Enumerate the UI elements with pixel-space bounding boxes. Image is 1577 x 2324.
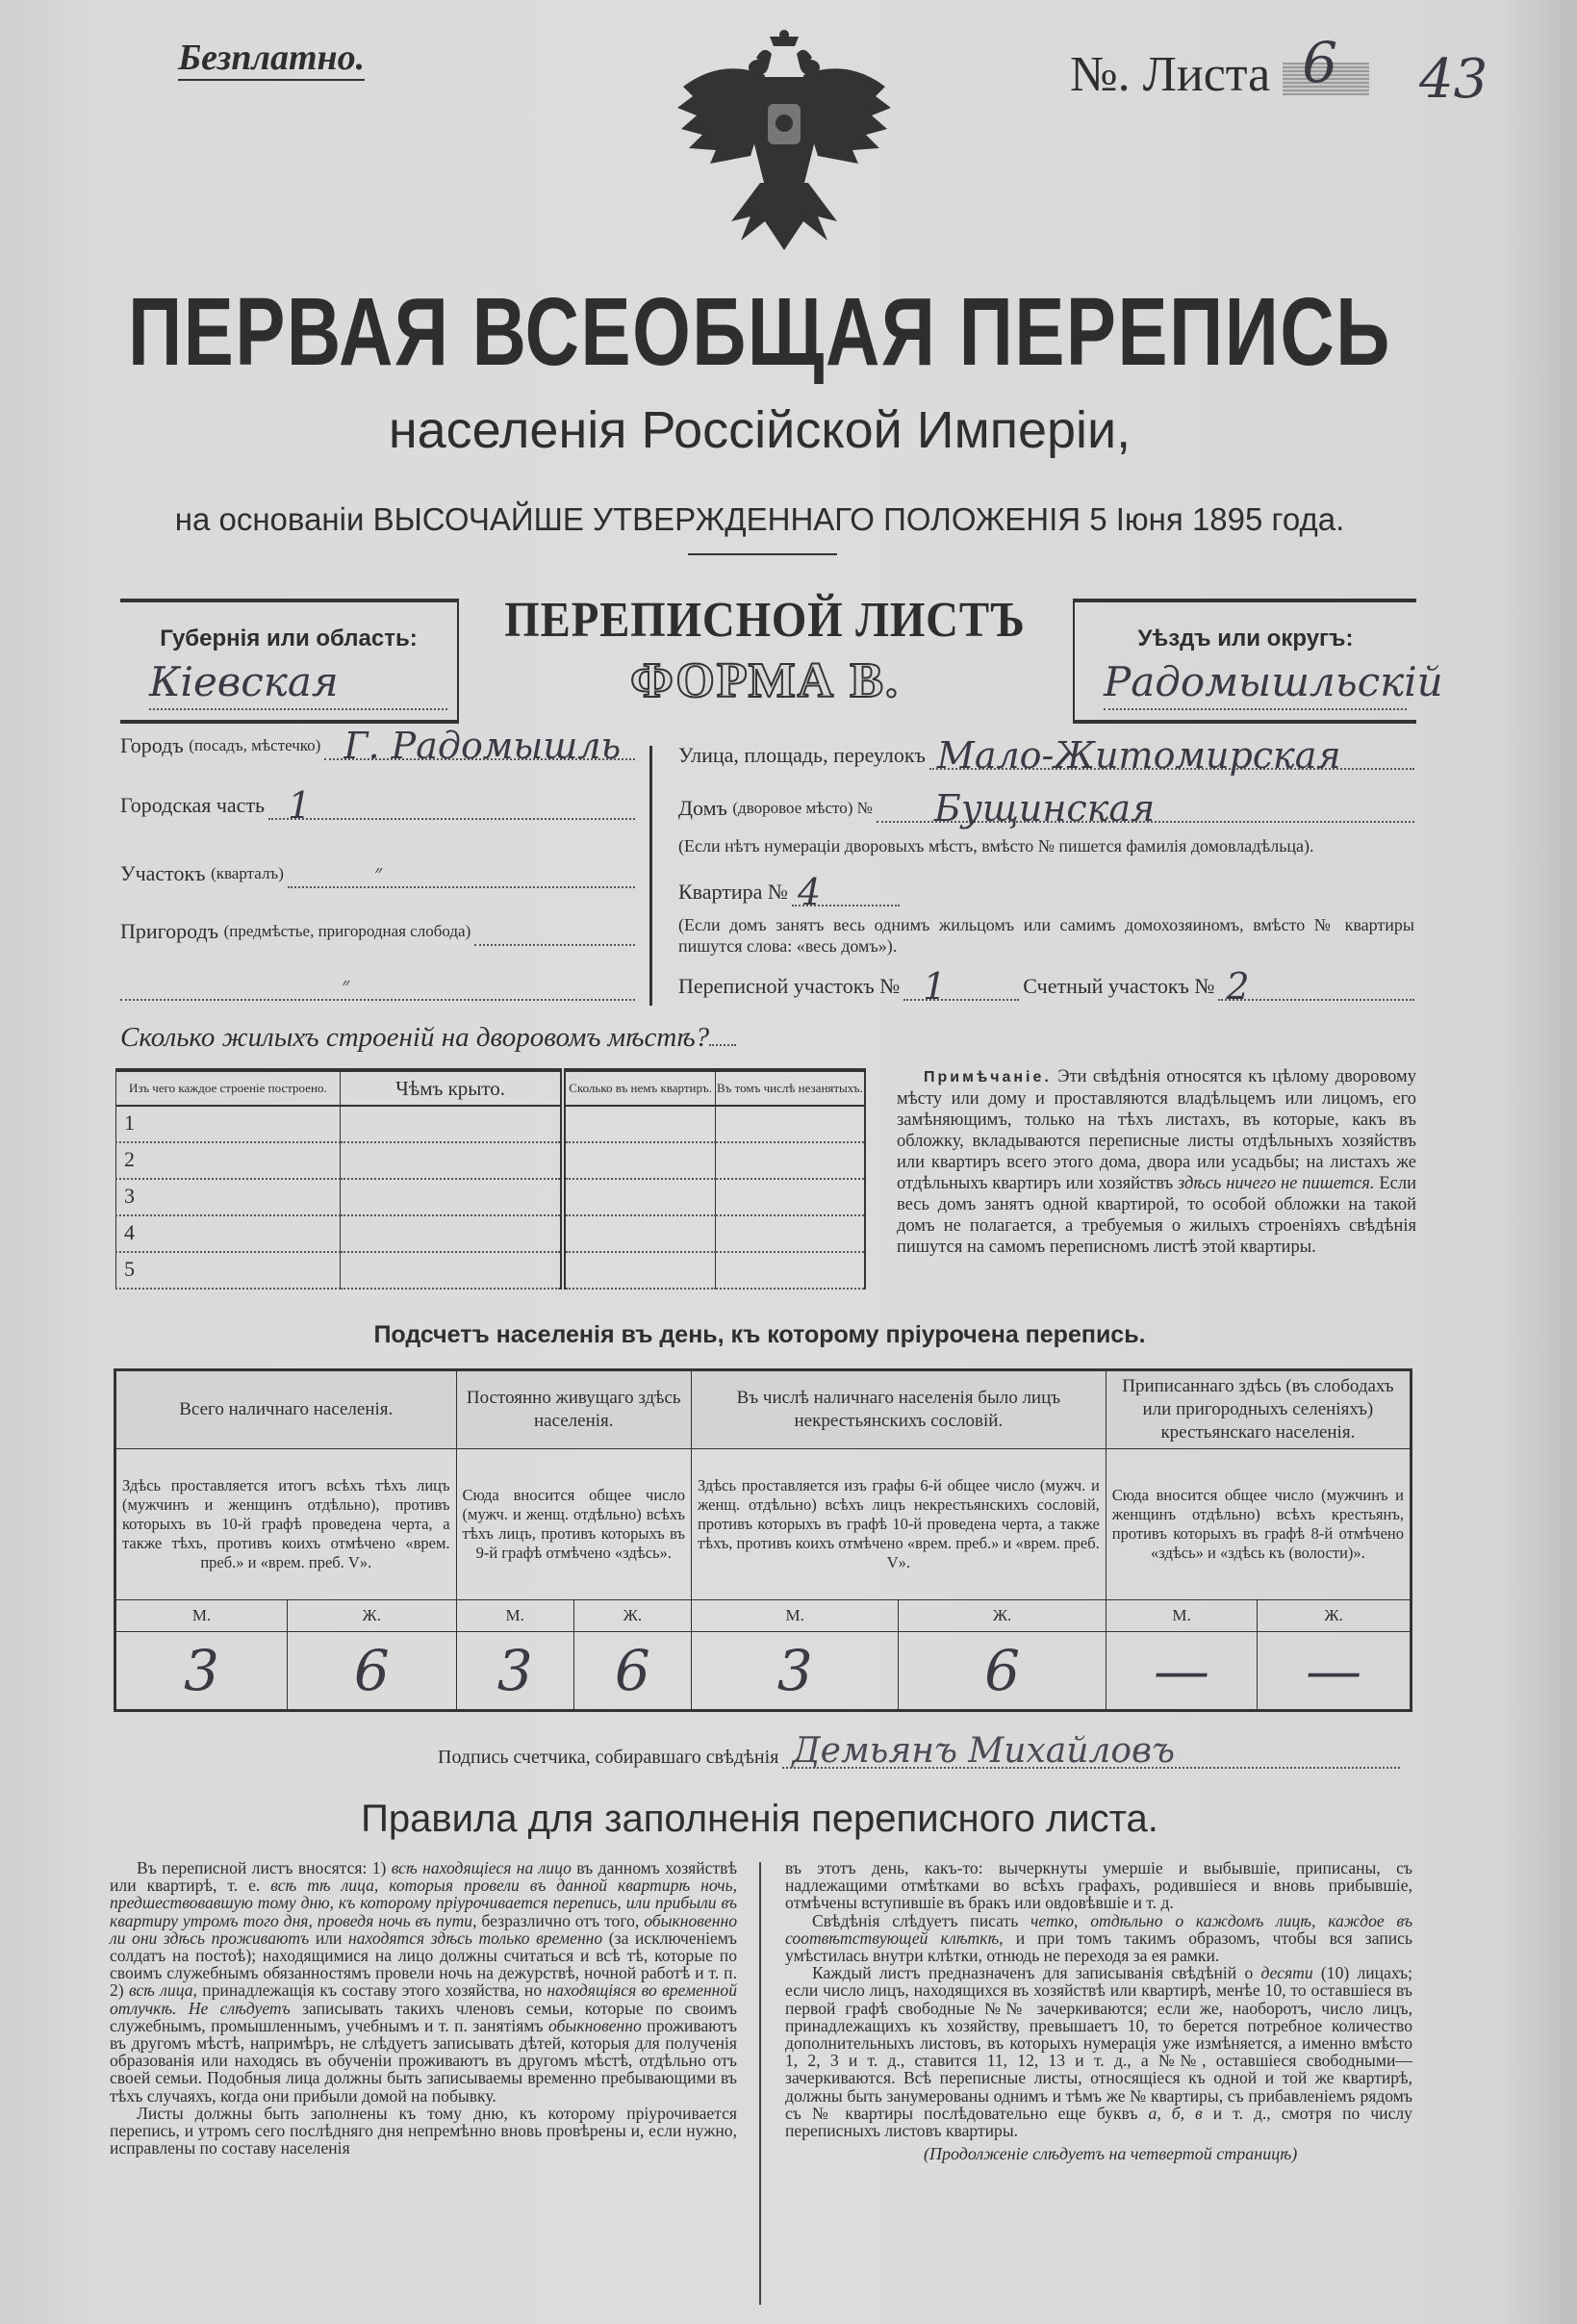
text-segment: Свѣдѣнія слѣдуетъ писать (812, 1910, 1031, 1930)
house-fill (877, 787, 1414, 830)
continued-note: (Продолженіе слѣдуетъ на четвертой страницѣ) (924, 2144, 1298, 2164)
form-title (457, 589, 1073, 710)
female-count: 6 (288, 1632, 457, 1711)
group-title: Приписаннаго здѣсь (въ слободахъ или пригородныхъ селеніяхъ) крестьянскаго населенія. (1106, 1370, 1411, 1449)
street-fill (929, 734, 1414, 777)
sheet-number-label: №. Листа (1070, 47, 1271, 102)
text-segment: находящіяся во временной отлучкѣ. Не слѣдуетъ (110, 1980, 738, 2018)
apartment-value: 4 (797, 871, 822, 913)
apartments-cell[interactable] (563, 1179, 715, 1215)
house-hint: (дворовое мѣсто) № (732, 799, 873, 817)
buildings-table (115, 1068, 866, 1290)
city-fill (324, 725, 635, 767)
table-row (116, 1215, 866, 1252)
note-text-2: Если весь домъ занятъ одной квартирой, то особой обложки на такой домъ не полагается, а требуемыя о жилыхъ строеніяхъ свѣдѣнія пишутся на самомъ переписномъ листѣ этой квартиры. (897, 1174, 1416, 1257)
female-count: 6 (573, 1632, 691, 1711)
male-header: М. (456, 1600, 573, 1632)
female-header: Ж. (573, 1600, 691, 1632)
column-divider (649, 746, 652, 1006)
city-hint: (посадъ, мѣстечко) (189, 736, 321, 754)
female-count: — (1258, 1632, 1412, 1711)
group-title: Всего наличнаго населенія. (115, 1370, 457, 1449)
text-segment: , принадлежащія къ составу этого хозяйства, но (192, 1980, 547, 2001)
group-description: Сюда вносится общее число (мужчинъ и женщинъ отдѣльно) всѣхъ крестьянъ, противъ которыхъ въ графѣ 8-й отмѣчено «здѣсь» и «здѣсь къ (волости)». (1106, 1449, 1411, 1600)
row-number: 1 (116, 1106, 341, 1142)
table-header-row (116, 1070, 866, 1106)
gubernia-box (120, 599, 459, 724)
apartment-note: (Если домъ занятъ весь однимъ жильцомъ или самимъ домохозяиномъ, вмѣсто № квартиры пишутся слова: «весь домъ»). (678, 915, 1414, 956)
city-field (120, 725, 635, 767)
enumerator-signature (438, 1731, 1400, 1771)
district-value: ״ (373, 861, 383, 885)
buildings-question-fill (709, 1022, 736, 1046)
district-field (120, 859, 635, 888)
text-segment: всѣ находящіеся на лицо (391, 1858, 572, 1877)
row-number: 5 (116, 1252, 341, 1289)
district-label: Участокъ (120, 861, 206, 885)
male-count: 3 (456, 1632, 573, 1711)
group-description: Сюда вносится общее число (мужч. и женщ. отдѣльно) всѣхъ тѣхъ лицъ, противъ которыхъ въ 9-й графѣ отмѣчено «здѣсь». (456, 1449, 691, 1600)
text-segment: четко, отдѣльно о каждомъ лицѣ, каждое въ соотвѣтствующей клѣткѣ (785, 1910, 1412, 1948)
row-number: 4 (116, 1215, 341, 1252)
table-row (115, 1370, 1412, 1449)
female-header: Ж. (899, 1600, 1106, 1632)
gubernia-label: Губернія или область: (160, 626, 418, 651)
sheet-number-box (1283, 30, 1369, 96)
note-italic: здѣсь ничего не пишется. (1178, 1174, 1375, 1193)
signature-fill (782, 1731, 1400, 1771)
vacant-cell[interactable] (715, 1179, 865, 1215)
table-row (116, 1252, 866, 1289)
census-district-fill (903, 965, 1019, 1008)
form-name: ФОРМА В. (630, 653, 900, 708)
male-header: М. (1106, 1600, 1257, 1632)
suburb-value: ״ (342, 974, 350, 998)
roof-cell[interactable] (340, 1252, 563, 1289)
rules-paragraph (785, 1859, 1412, 1912)
uezd-box (1073, 599, 1443, 724)
table-row (116, 1106, 866, 1142)
apartments-cell[interactable] (563, 1142, 715, 1179)
city-label: Городъ (120, 733, 184, 757)
text-segment: всѣ лица (128, 1980, 193, 2001)
census-district-value: 1 (923, 965, 947, 1008)
roof-cell[interactable] (340, 1142, 563, 1179)
signature-label: Подпись счетчика, собиравшаго свѣдѣнія (438, 1747, 779, 1768)
table-row (115, 1449, 1412, 1600)
text-segment: всѣ тѣ лица, которыя провели въ данной квартирѣ ночь, предшествовавшую тому дню, къ которому пріурочивается перепись, или прибыли въ квартиру утромъ того дня, проведя ночь въ пути (110, 1876, 737, 1930)
page-title: ПЕРВАЯ ВСЕОБЩАЯ ПЕРЕПИСЬ (128, 278, 1391, 386)
buildings-question-text: Сколько жилыхъ строеній на дворовомъ мѣстѣ? (120, 1022, 710, 1053)
male-header: М. (691, 1600, 898, 1632)
note-label: Примѣчаніе. (924, 1069, 1052, 1085)
text-segment: и т. д., смотря по числу переписныхъ листовъ квартиры. (785, 2103, 1412, 2141)
suburb-field (120, 917, 635, 946)
apartments-cell[interactable] (563, 1215, 715, 1252)
text-segment: находятся здѣсь только временно (348, 1928, 603, 1948)
count-district-fill (1218, 965, 1414, 1008)
text-segment: или (309, 1928, 348, 1948)
sheet-number-value: 6 (1302, 30, 1338, 96)
signature-value: Демьянъ Михайловъ (792, 1731, 1175, 1771)
roof-cell[interactable] (340, 1215, 563, 1252)
group-description: Здѣсь проставляется изъ графы 6-й общее число (мужч. и женщ. отдѣльно) всѣхъ лицъ некрестьянскихъ сословій, противъ которыхъ въ графѣ 10-й проведена черта, а также тѣхъ, противъ коихъ отмѣчено «врем. преб.» и «врем. преб. V». (691, 1449, 1106, 1600)
apartment-field (678, 871, 900, 913)
text-segment: проживаютъ въ другомъ мѣстѣ, напримѣръ, не слѣдуетъ записывать дѣтей, которыя для полученія образованія или находясь въ обученіи проживаютъ въ другомъ мѣстѣ, отдѣльно отъ своей семьи. Подобныя лица должны быть записываемы временно пребывающими въ тѣхъ случаяхъ, когда они прибыли домой на побывку. (110, 2015, 737, 2106)
district-fill (288, 859, 635, 888)
gubernia-value: Кіевская (149, 658, 447, 710)
male-count: 3 (115, 1632, 288, 1711)
rules-column-left (110, 1859, 737, 2157)
rules-paragraph (785, 1912, 1412, 1965)
apartment-label: Квартира № (678, 880, 788, 904)
rules-title: Правила для заполненія переписного листа. (361, 1798, 1158, 1840)
text-segment: (за исключеніемъ солдатъ на постоѣ); находящимися на лицо должны считаться и всѣ тѣ, которые по своимъ служебнымъ обязанностямъ провели ночь на дежурствѣ, ночной работѣ и т. п. 2) (110, 1928, 737, 2001)
roof-cell[interactable] (340, 1179, 563, 1215)
text-segment: въ этотъ день, какъ-то: вычеркнуты умершіе и выбывшіе, приписаны, съ надлежащими отмѣтками во всѣхъ графахъ, родившіеся и вновь прибывшіе, отмѣчены вступившіе въ бракъ или овдовѣвшіе и т. д. (785, 1858, 1412, 1913)
district-hint: (кварталъ) (211, 864, 284, 882)
text-segment: , безразлично отъ того, (472, 1910, 645, 1930)
rules-paragraph (785, 1964, 1412, 2139)
row-number: 3 (116, 1179, 341, 1215)
rules-paragraph (110, 1859, 737, 2105)
table-row (115, 1632, 1412, 1711)
buildings-note (897, 1066, 1416, 1258)
form-title-text: ПЕРЕПИСНОЙ ЛИСТЪ (504, 593, 1026, 648)
vacant-cell[interactable] (715, 1252, 865, 1289)
table-row (115, 1600, 1412, 1632)
column-header: Изъ чего каждое строеніе построено. (116, 1070, 341, 1106)
apartments-cell[interactable] (563, 1106, 715, 1142)
city-part-fill (268, 784, 635, 827)
rules-right-wrapper (785, 1859, 1412, 2164)
count-district-label: Счетный участокъ № (1023, 974, 1215, 998)
female-header: Ж. (288, 1600, 457, 1632)
column-header: Чѣмъ крыто. (340, 1070, 563, 1106)
text-segment: обыкновенно ли они здѣсь проживаютъ (110, 1910, 737, 1948)
population-count-table (114, 1368, 1412, 1712)
rules-column-right (785, 1859, 1412, 2139)
vacant-cell[interactable] (715, 1215, 865, 1252)
text-segment: записывать такихъ членовъ семьи, которые по своимъ служебнымъ, промышленнымъ, учебнымъ и т. п. занятіямъ (110, 1998, 737, 2035)
text-segment: Въ переписной листъ вносятся: 1) (137, 1858, 392, 1877)
house-note: (Если нѣтъ нумераціи дворовыхъ мѣстъ, вмѣсто № пишется фамилія домовладѣльца). (678, 836, 1314, 856)
legal-basis: на основаніи ВЫСОЧАЙШЕ УТВЕРЖДЕННАГО ПОЛОЖЕНІЯ 5 Іюня 1895 года. (174, 501, 1345, 537)
archive-number: 43 (1419, 48, 1488, 111)
text-segment: Листы должны быть заполнены къ тому дню, къ которому пріурочивается перепись, и утромъ сего послѣдняго дня непремѣнно вновь провѣрены и, если нужно, исправлены по составу населенія (110, 2103, 737, 2158)
suburb-hint: (предмѣстье, пригородная слобода) (223, 922, 471, 940)
table-row (116, 1142, 866, 1179)
male-header: М. (115, 1600, 288, 1632)
suburb-label: Пригородъ (120, 919, 219, 943)
text-segment: Каждый листъ предназначенъ для записыванія свѣдѣній о (812, 1963, 1261, 1983)
vacant-cell[interactable] (715, 1106, 865, 1142)
text-segment: а, б, в (1148, 2103, 1203, 2123)
row-number: 2 (116, 1142, 341, 1179)
city-part-label: Городская часть (120, 793, 266, 817)
page-subtitle: населенія Россійской Имперіи, (388, 401, 1132, 459)
house-value: Бущинская (933, 787, 1156, 830)
suburb-continuation (120, 972, 635, 1001)
divider (688, 553, 837, 555)
imperial-eagle-emblem-icon (664, 29, 904, 260)
count-district-value: 2 (1226, 965, 1250, 1008)
street-label: Улица, площадь, переулокъ (678, 743, 926, 767)
free-of-charge-label: Безплатно. (178, 37, 365, 81)
group-title: Постоянно живущаго здѣсь населенія. (456, 1370, 691, 1449)
text-segment: десяти (1260, 1963, 1313, 1983)
column-header: Сколько въ немъ квартиръ. (563, 1070, 715, 1106)
column-header: Въ томъ числѣ незанятыхъ. (715, 1070, 865, 1106)
column-divider (759, 1862, 761, 2305)
city-value: Г. Радомышль (343, 725, 622, 767)
house-field (678, 787, 1414, 830)
vacant-cell[interactable] (715, 1142, 865, 1179)
male-count: 3 (691, 1632, 898, 1711)
text-segment: обыкновенно (548, 2015, 642, 2035)
text-segment: (10) лицахъ; если число лицъ, находящихся въ хозяйствѣ или квартирѣ, менѣе 10, то оставшіеся въ первой графѣ свободные №№ зачеркиваются; если же, наоборотъ, число лицъ, принадлежащихъ къ хозяйству, превышаетъ 10, то берется потребное количество дополнительныхъ листовъ, въ которыхъ нумерація уже измѣняется, а именно вмѣсто 1, 2, 3 и т. д., ставится 11, 12, 13 и т. д., а №№, оставшіеся свободными—зачеркиваются. Всѣ переписные листы, относящіеся къ одной и той же квартирѣ, должны быть занумерованы однимъ и тѣмъ же № квартиры, съ прибавленіемъ рядомъ съ № квартиры послѣдовательно еще буквъ (785, 1963, 1413, 2123)
population-count-heading: Подсчетъ населенія въ день, къ которому пріурочена перепись. (373, 1321, 1146, 1348)
suburb-fill (474, 917, 635, 946)
text-segment: , и при томъ такимъ образомъ, чтобы вся запись умѣстилась внутри клѣтки, отнюдь не переходя за ея рамки. (785, 1928, 1412, 1966)
suburb-fill-2 (120, 972, 635, 1001)
note-text: Эти свѣдѣнія относятся къ цѣлому дворовому мѣсту или дому и проставляются владѣльцемъ или лицомъ, его замѣняющимъ, только на тѣхъ листахъ, въ которые, какъ въ обложку, вкладываются переписные листы отдѣльныхъ хозяйствъ или квартиръ всего этого дома, двора или усадьбы; на листахъ же отдѣльныхъ квартиръ или хозяйствъ (897, 1067, 1416, 1193)
house-label: Домъ (678, 796, 727, 820)
apartments-cell[interactable] (563, 1252, 715, 1289)
female-header: Ж. (1258, 1600, 1412, 1632)
buildings-question (120, 1022, 736, 1054)
uezd-label: Уѣздъ или округъ: (1137, 626, 1354, 651)
district-numbers (678, 965, 1414, 1008)
city-part-value: 1 (288, 784, 312, 827)
group-description: Здѣсь проставляется итогъ всѣхъ тѣхъ лицъ (мужчинъ и женщинъ отдѣльно), противъ которыхъ въ 10-й графѣ проведена черта, а также тѣхъ, противъ коихъ отмѣчено «врем. преб.» и «врем. преб. V». (115, 1449, 457, 1600)
text-segment: въ данномъ хозяйствѣ или квартирѣ, т. е. (110, 1858, 738, 1896)
female-count: 6 (899, 1632, 1106, 1711)
roof-cell[interactable] (340, 1106, 563, 1142)
sheet-number (1070, 30, 1369, 104)
rules-paragraph (110, 2105, 737, 2158)
street-value: Мало-Житомирская (936, 734, 1341, 777)
male-count: — (1106, 1632, 1257, 1711)
census-district-label: Переписной участокъ № (678, 974, 901, 998)
table-row (116, 1179, 866, 1215)
uezd-value: Радомышльскій (1104, 658, 1407, 710)
group-title: Въ числѣ наличнаго населенія было лицъ некрестьянскихъ сословій. (691, 1370, 1106, 1449)
city-part-field (120, 784, 635, 827)
street-field (678, 734, 1414, 777)
apartment-fill (792, 871, 900, 913)
